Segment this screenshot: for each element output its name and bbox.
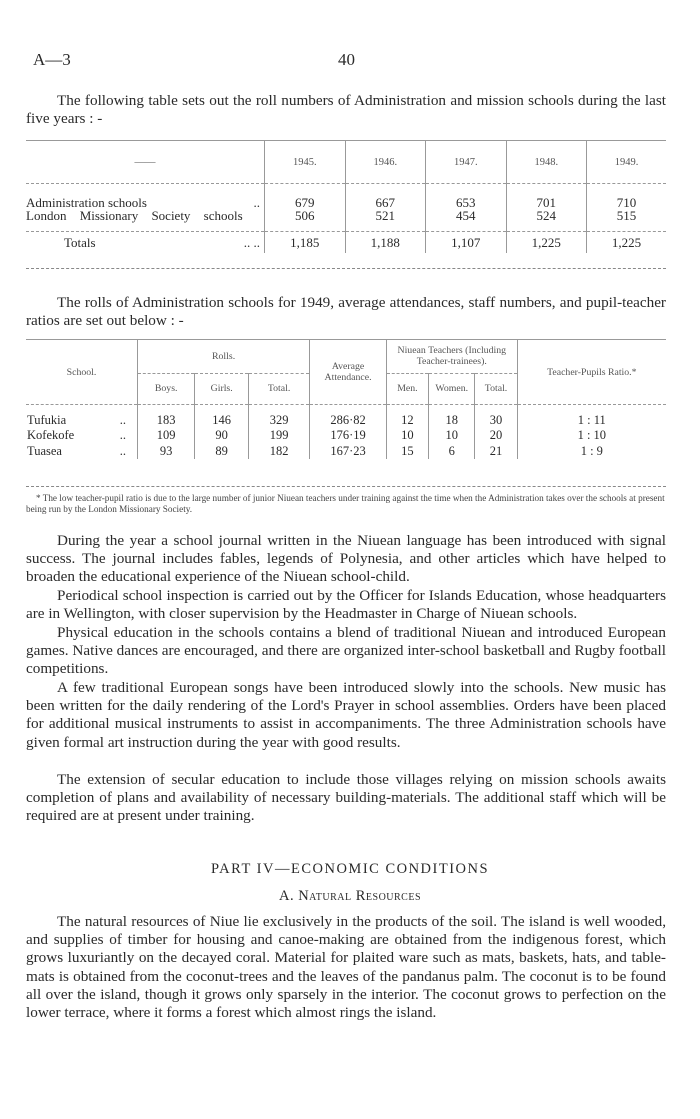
body-paragraph: A few traditional European songs have been introduced slowly into the schools. New music has been written for the daily rendering of the Lord's Prayer in school assemblies. Orders have been placed for additional musical instruments to assist in accompaniments. The three Administration schools have given formal art instruction during the year with good results. — [26, 679, 666, 751]
table-cell: 1 : 9 — [517, 444, 666, 460]
row-label: London Missionary Society schools — [26, 207, 243, 223]
table-cell: 109 — [137, 428, 194, 444]
table-cell: 183 — [137, 413, 194, 429]
section-code: A—3 — [33, 50, 71, 69]
table-cell: 454 — [426, 209, 507, 222]
row-dots: .. — [119, 428, 126, 442]
year-header: 1947. — [426, 141, 507, 184]
section-heading: A. Natural Resources — [278, 888, 422, 904]
table-cell: 515 — [587, 209, 667, 222]
table-cell: 90 — [195, 428, 249, 444]
table-cell: 176·19 — [310, 428, 387, 444]
page-number: 40 — [338, 50, 355, 69]
attendance-header: Average Attendance. — [310, 340, 387, 405]
table-cell: 329 — [248, 413, 309, 429]
table-cell: 286·82 — [310, 413, 387, 429]
resources-paragraph: The natural resources of Niue lie exclusively in the products of the soil. The island is well wooded, and supplies of timber for housing and canoe-making are obtained from the indigenous forest, which grows luxuriantly on the decayed coral. Material for plaited ware such as mats, baskets, hats, and table-mats is obtained from the coconut-trees and the leaves of the pandanus palm. The coconut is to be found all over the island, though it grows only sparsely in the interior. The coconut grows to perfection on the lower terrace, where it forms a forest which almost rings the island. — [26, 913, 666, 1022]
school-name: Kofekofe — [27, 428, 75, 442]
table-cell: 20 — [475, 428, 517, 444]
men-header: Men. — [386, 373, 428, 405]
body-paragraph: Periodical school inspection is carried out by the Officer for Islands Education, whose headquarters are in Wellington, with closer supervision by the Headmaster in Charge of Niuean schools. — [26, 587, 666, 623]
ratio-header: Teacher-Pupils Ratio.* — [517, 340, 666, 405]
table-cell: 10 — [428, 428, 474, 444]
table-row — [26, 413, 666, 429]
row-label: Administration schools — [26, 194, 147, 210]
year-header: 1949. — [587, 141, 667, 184]
table-cell: 1,188 — [345, 232, 426, 254]
table-rule-bottom — [26, 486, 666, 487]
teachers-header: Niuean Teachers (Including Teacher-trainees). — [386, 340, 517, 373]
table-cell: 167·23 — [310, 444, 387, 460]
table-row — [26, 428, 666, 444]
table-footnote: * The low teacher-pupil ratio is due to the large number of junior Niuean teachers under training against the time when the Administration takes over the schools at present being run by the London Missionary Society. — [26, 493, 665, 514]
table-cell: 6 — [428, 444, 474, 460]
table-cell: 521 — [345, 209, 426, 222]
table-cell: 15 — [386, 444, 428, 460]
table-cell: 146 — [195, 413, 249, 429]
table-cell: 89 — [195, 444, 249, 460]
table-cell: 182 — [248, 444, 309, 460]
teachers-total-header: Total. — [475, 373, 517, 405]
body-paragraph: During the year a school journal written in the Niuean language has been introduced with signal success. The journal includes fables, legends of Polynesia, and other articles which have helped to broaden the educational experience of the Niuean school-child. — [26, 532, 666, 586]
table-cell: 12 — [386, 413, 428, 429]
school-statistics-table — [26, 340, 666, 459]
rolls-header: Rolls. — [137, 340, 309, 373]
table-cell: 679 — [265, 196, 346, 209]
table-cell: 524 — [506, 209, 587, 222]
table-cell: 1,225 — [506, 232, 587, 254]
row-dots: .. — [119, 443, 126, 458]
table-cell: 18 — [428, 413, 474, 429]
rolls-paragraph: The rolls of Administration schools for 1949, average attendances, staff numbers, and pupil-teacher ratios are set out below : - — [26, 294, 666, 330]
table-cell: 21 — [475, 444, 517, 460]
table-cell: 1,185 — [265, 232, 346, 254]
part-heading: PART IV—ECONOMIC CONDITIONS — [210, 861, 490, 877]
table-cell: 10 — [386, 428, 428, 444]
year-header: 1948. — [506, 141, 587, 184]
table-corner: —— — [134, 156, 156, 168]
table-cell: 1,107 — [426, 232, 507, 254]
table-cell: 710 — [587, 196, 667, 209]
school-name: Tuasea — [27, 443, 62, 458]
body-paragraph: The extension of secular education to include those villages relying on mission schools awaits completion of plans and availability of necessary building-materials. The additional staff which will be required are at present under training. — [26, 771, 666, 825]
table-cell: 667 — [345, 196, 426, 209]
total-header: Total. — [248, 373, 309, 405]
totals-row — [26, 232, 666, 254]
table-cell: 506 — [265, 209, 346, 222]
year-header: 1946. — [345, 141, 426, 184]
table-rule-bottom — [26, 268, 666, 269]
table-cell: 199 — [248, 428, 309, 444]
totals-dots: .. .. — [243, 235, 260, 250]
boys-header: Boys. — [137, 373, 194, 405]
table-cell: 1,225 — [587, 232, 667, 254]
year-header: 1945. — [265, 141, 346, 184]
row-dots: .. — [253, 194, 260, 210]
table-row — [26, 444, 666, 460]
intro-paragraph: The following table sets out the roll numbers of Administration and mission schools during the last five years : - — [26, 92, 666, 128]
roll-numbers-table — [26, 141, 666, 253]
table-cell: 653 — [426, 196, 507, 209]
table-cell: 1 : 11 — [517, 413, 666, 429]
table-cell: 30 — [475, 413, 517, 429]
table-cell: 701 — [506, 196, 587, 209]
school-name: Tufukia — [27, 412, 67, 427]
school-header: School. — [66, 366, 97, 378]
body-paragraph: Physical education in the schools contains a blend of traditional Niuean and introduced European games. Native dances are encouraged, and there are organized inter-school basketball and Rugby football competitions. — [26, 624, 666, 678]
table-cell: 1 : 10 — [517, 428, 666, 444]
women-header: Women. — [428, 373, 474, 405]
table-row — [26, 196, 666, 209]
totals-label: Totals — [64, 235, 96, 250]
table-row — [26, 209, 666, 222]
girls-header: Girls. — [195, 373, 249, 405]
row-dots: .. — [119, 412, 126, 427]
table-cell: 93 — [137, 444, 194, 460]
